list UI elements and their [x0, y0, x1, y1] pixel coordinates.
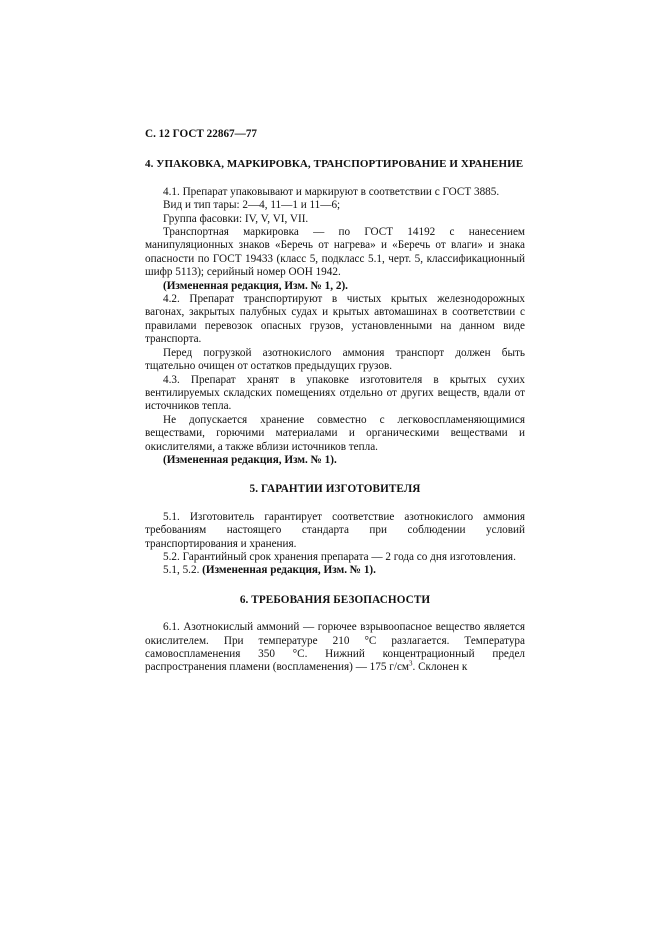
paragraph-6-1 — [145, 621, 525, 675]
section-4-title: 4. УПАКОВКА, МАРКИРОВКА, ТРАНСПОРТИРОВАНИЕ И ХРАНЕНИЕ — [145, 158, 524, 171]
amendment-note-5 — [145, 564, 525, 577]
section-6-title: 6. ТРЕБОВАНИЯ БЕЗОПАСНОСТИ — [239, 593, 431, 606]
paragraph-6-1-text: 6.1. Азотнокислый аммоний — горючее взрывоопасное вещество является окислителем. При температуре 210 °С разлагается. Температура самовоспламенения 350 °С. Нижний концентрационный предел распространения пламени (воспламенения) — 175 г/см — [145, 621, 525, 674]
document-page — [145, 128, 525, 675]
paragraph-packing-group: Группа фасовки: IV, V, VI, VII. — [163, 212, 309, 225]
paragraph-transport-marking: Транспортная маркировка — по ГОСТ 14192 с нанесением манипуляционных знаков «Беречь от нагрева» и «Беречь от влаги» и знака опасности по ГОСТ 19433 (класс 5, подкласс 5.1, черт. 5, классификационный шифр 5113); серийный номер ООН 1942. — [145, 226, 525, 279]
paragraph-6-1-tail: . Склонен к — [412, 661, 468, 674]
amendment-note-5-label: (Измененная редакция, Изм. № 1). — [202, 564, 376, 577]
paragraph-storage-restriction: Не допускается хранение совместно с легковоспламеняющимися веществами, горючими материалами и органическими веществами и окислителями, а также вблизи источников тепла. — [145, 413, 525, 453]
paragraph-loading-cleaning: Перед погрузкой азотнокислого аммония транспорт должен быть тщательно очищен от остатков предыдущих грузов. — [145, 346, 525, 373]
paragraph-5-2: 5.2. Гарантийный срок хранения препарата — 2 года со дня изготовления. — [163, 550, 516, 563]
paragraph-4-1: 4.1. Препарат упаковывают и маркируют в соответствии с ГОСТ 3885. — [163, 185, 500, 198]
amendment-note-4-1: (Измененная редакция, Изм. № 1, 2). — [163, 279, 348, 292]
cubic-superscript: 3 — [409, 659, 413, 668]
paragraph-4-3: 4.3. Препарат хранят в упаковке изготовителя в крытых сухих вентилируемых складских помещениях отдельно от других веществ, вдали от источников тепла. — [145, 373, 525, 413]
running-head: С. 12 ГОСТ 22867—77 — [145, 128, 258, 140]
section-5-title: 5. ГАРАНТИИ ИЗГОТОВИТЕЛЯ — [249, 483, 421, 496]
paragraph-5-1: 5.1. Изготовитель гарантирует соответствие азотнокислого аммония требованиям настоящего стандарта при соблюдении условий транспортирования и хранения. — [145, 510, 525, 550]
paragraph-packaging-type: Вид и тип тары: 2—4, 11—1 и 11—6; — [163, 199, 341, 212]
amendment-note-4-3: (Измененная редакция, Изм. № 1). — [163, 453, 337, 466]
paragraph-4-2: 4.2. Препарат транспортируют в чистых крытых железнодорожных вагонах, закрытых палубных судах и крытых автомашинах в соответствии с правилами перевозок опасных грузов, установленными на данном виде транспорта. — [145, 293, 525, 346]
amendment-note-5-prefix: 5.1, 5.2. — [163, 564, 200, 577]
